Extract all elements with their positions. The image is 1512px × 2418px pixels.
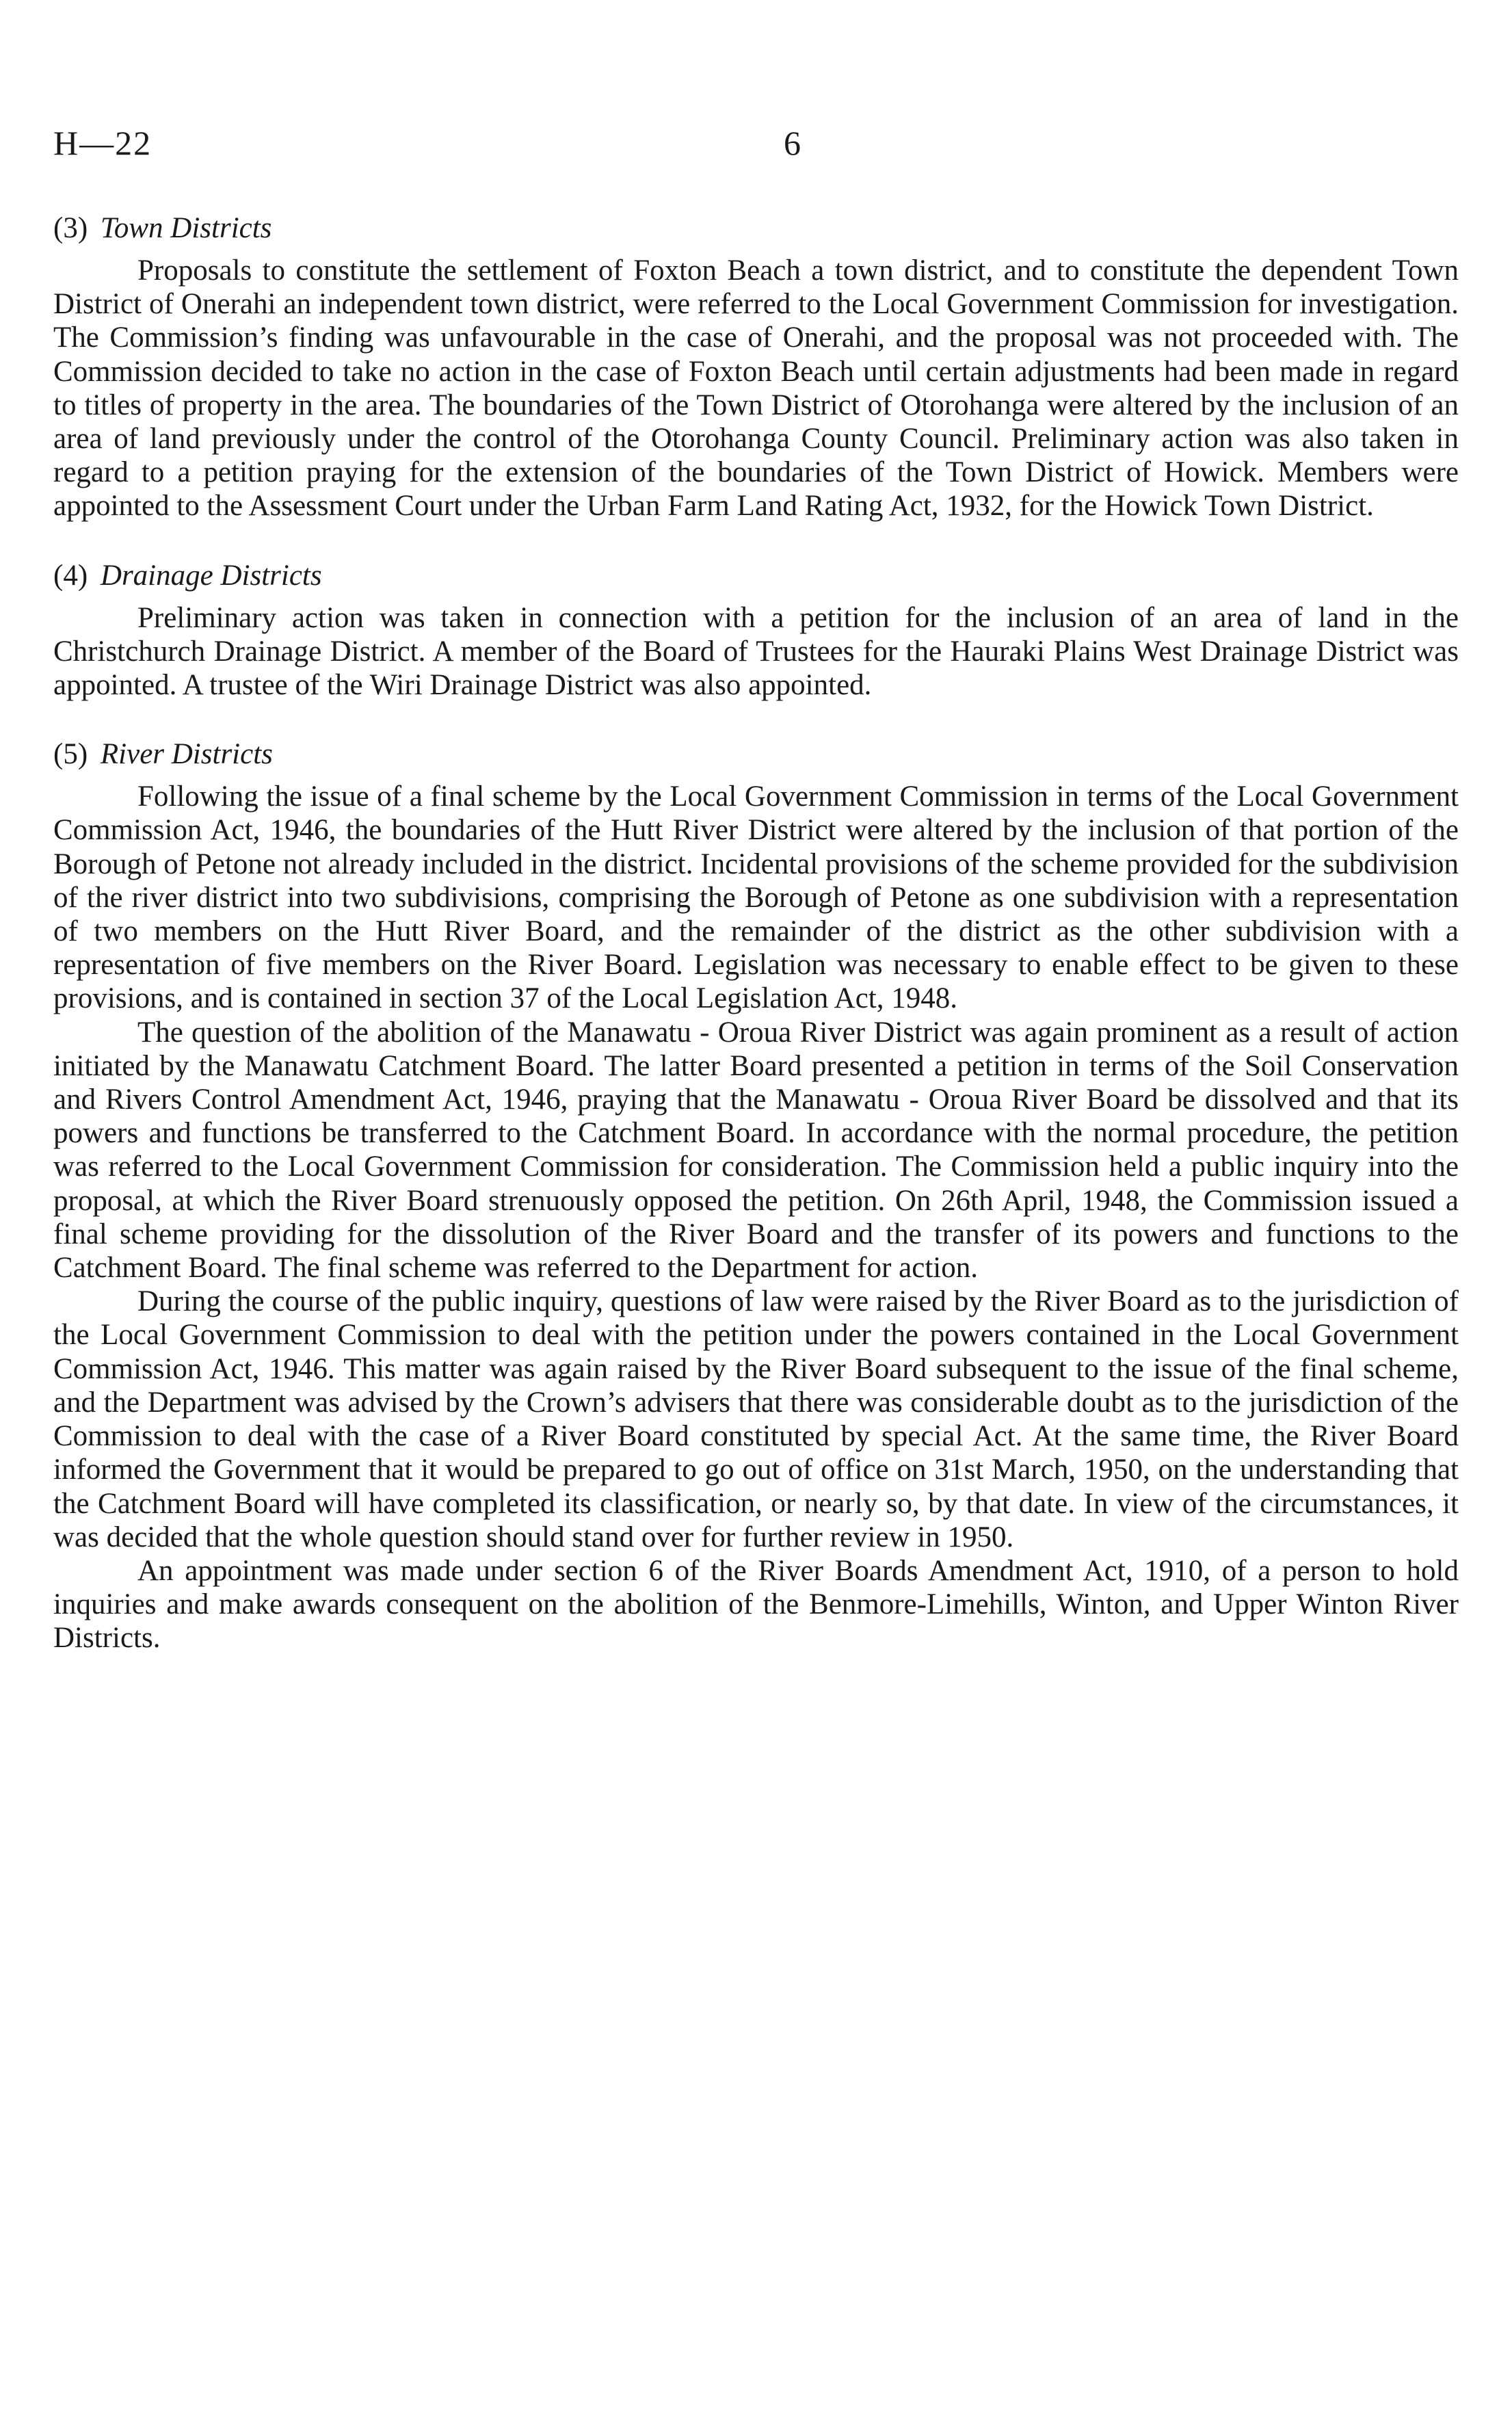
section-title: Drainage Districts	[100, 559, 322, 592]
document-body	[53, 209, 1459, 1688]
section-town-districts	[53, 209, 1459, 523]
page-number: 6	[784, 124, 801, 162]
paragraph: An appointment was made under section 6 of the River Boards Amendment Act, 1910, of a person to hold inquiries and make awards consequent on the abolition of the Benmore-Limehills, Winton, and Upper Winton River Districts.	[53, 1554, 1459, 1655]
paragraph: Preliminary action was taken in connection with a petition for the inclusion of an area of land in the Christchurch Drainage District. A member of the Board of Trustees for the Hauraki Plains West Drainage District was appointed. A trustee of the Wiri Drainage District was also appointed.	[53, 601, 1459, 702]
section-heading	[53, 735, 1459, 774]
section-number: (3)	[53, 212, 88, 244]
section-number: (4)	[53, 559, 88, 592]
section-title: River Districts	[100, 738, 273, 771]
paragraph: The question of the abolition of the Manawatu - Oroua River District was again prominent as a result of action initiated by the Manawatu Catchment Board. The latter Board presented a petition in terms of the Soil Conservation and Rivers Control Amendment Act, 1946, praying that the Manawatu - Oroua River Board be dissolved and that its powers and functions be transferred to the Catchment Board. In accordance with the normal procedure, the petition was referred to the Local Government Commission for consideration. The Commission held a public inquiry into the proposal, at which the River Board strenuously opposed the petition. On 26th April, 1948, the Commission issued a final scheme providing for the dissolution of the River Board and the transfer of its powers and functions to the Catchment Board. The final scheme was referred to the Department for action.	[53, 1016, 1459, 1285]
report-reference: H—22	[53, 124, 152, 162]
section-river-districts	[53, 735, 1459, 1655]
paragraph: Proposals to constitute the settlement of Foxton Beach a town district, and to constitute the dependent Town District of Onerahi an independent town district, were referred to the Local Government Commission for investigation. The Commission’s finding was unfavourable in the case of Onerahi, and the proposal was not proceeded with. The Commission decided to take no action in the case of Foxton Beach until certain adjustments had been made in regard to titles of property in the area. The boundaries of the Town District of Otorohanga were altered by the inclusion of an area of land previously under the control of the Otorohanga County Council. Preliminary action was also taken in regard to a petition praying for the extension of the boundaries of the Town District of Howick. Members were appointed to the Assessment Court under the Urban Farm Land Rating Act, 1932, for the Howick Town District.	[53, 254, 1459, 523]
paragraph: Following the issue of a final scheme by the Local Government Commission in terms of the Local Government Commission Act, 1946, the boundaries of the Hutt River District were altered by the inclusion of that portion of the Borough of Petone not already included in the district. Incidental provisions of the scheme provided for the subdivision of the river district into two subdivisions, comprising the Borough of Petone as one subdivision with a representation of two members on the Hutt River Board, and the remainder of the district as the other subdivision with a representation of five members on the River Board. Legislation was necessary to enable effect to be given to these provisions, and is contained in section 37 of the Local Legislation Act, 1948.	[53, 780, 1459, 1015]
paragraph: During the course of the public inquiry, questions of law were raised by the River Board as to the jurisdiction of the Local Government Commission to deal with the petition under the powers contained in the Local Government Commission Act, 1946. This matter was again raised by the River Board subsequent to the issue of the final scheme, and the Department was advised by the Crown’s advisers that there was considerable doubt as to the jurisdiction of the Commission to deal with the case of a River Board constituted by special Act. At the same time, the River Board informed the Government that it would be prepared to go out of office on 31st March, 1950, on the understanding that the Catchment Board will have completed its classification, or nearly so, by that date. In view of the circumstances, it was decided that the whole question should stand over for further review in 1950.	[53, 1285, 1459, 1553]
section-heading	[53, 556, 1459, 596]
section-drainage-districts	[53, 556, 1459, 702]
section-heading	[53, 209, 1459, 248]
section-title: Town Districts	[100, 212, 272, 244]
page-header	[53, 123, 1459, 171]
section-number: (5)	[53, 738, 88, 771]
